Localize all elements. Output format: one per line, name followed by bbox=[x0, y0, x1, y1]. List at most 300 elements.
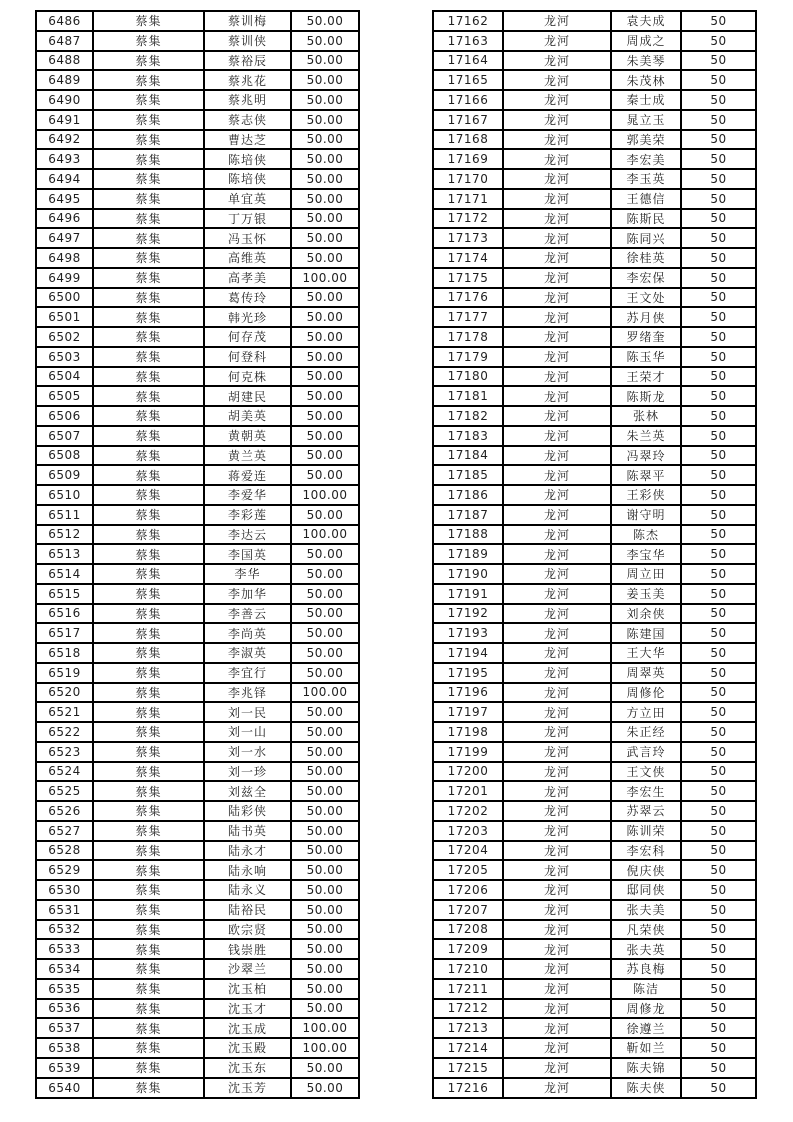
amount-cell: 50.00 bbox=[291, 762, 359, 782]
id-cell: 6536 bbox=[36, 999, 93, 1019]
id-cell: 6490 bbox=[36, 90, 93, 110]
id-cell: 17216 bbox=[433, 1078, 503, 1099]
name-cell: 黄兰英 bbox=[204, 446, 291, 466]
name-cell: 沈玉柏 bbox=[204, 979, 291, 999]
amount-cell: 50 bbox=[681, 465, 756, 485]
name-cell: 刘一民 bbox=[204, 702, 291, 722]
id-cell: 17183 bbox=[433, 426, 503, 446]
id-cell: 17215 bbox=[433, 1058, 503, 1078]
region-cell: 龙河 bbox=[503, 209, 611, 229]
amount-cell: 50 bbox=[681, 1058, 756, 1078]
region-cell: 龙河 bbox=[503, 841, 611, 861]
name-cell: 罗绪奎 bbox=[611, 327, 681, 347]
region-cell: 蔡集 bbox=[93, 544, 204, 564]
table-row bbox=[433, 900, 756, 920]
amount-cell: 50.00 bbox=[291, 386, 359, 406]
region-cell: 蔡集 bbox=[93, 505, 204, 525]
name-cell: 李国英 bbox=[204, 544, 291, 564]
region-cell: 蔡集 bbox=[93, 169, 204, 189]
id-cell: 6530 bbox=[36, 880, 93, 900]
name-cell: 陆永义 bbox=[204, 880, 291, 900]
amount-cell: 50.00 bbox=[291, 426, 359, 446]
table-row bbox=[433, 663, 756, 683]
id-cell: 17185 bbox=[433, 465, 503, 485]
name-cell: 刘一水 bbox=[204, 742, 291, 762]
name-cell: 单宜英 bbox=[204, 189, 291, 209]
region-cell: 龙河 bbox=[503, 781, 611, 801]
table-row bbox=[36, 762, 359, 782]
name-cell: 蒋爱连 bbox=[204, 465, 291, 485]
amount-cell: 50.00 bbox=[291, 880, 359, 900]
amount-cell: 50 bbox=[681, 505, 756, 525]
region-cell: 龙河 bbox=[503, 505, 611, 525]
table-row bbox=[433, 1058, 756, 1078]
amount-cell: 50.00 bbox=[291, 11, 359, 31]
table-row bbox=[433, 801, 756, 821]
table-row bbox=[36, 307, 359, 327]
region-cell: 蔡集 bbox=[93, 663, 204, 683]
amount-cell: 50.00 bbox=[291, 564, 359, 584]
table-row bbox=[433, 169, 756, 189]
table-row bbox=[433, 307, 756, 327]
id-cell: 6522 bbox=[36, 722, 93, 742]
amount-cell: 50.00 bbox=[291, 860, 359, 880]
roster-table-left-body bbox=[36, 11, 359, 1098]
amount-cell: 50.00 bbox=[291, 1078, 359, 1099]
amount-cell: 50 bbox=[681, 426, 756, 446]
id-cell: 17179 bbox=[433, 347, 503, 367]
id-cell: 6521 bbox=[36, 702, 93, 722]
table-row bbox=[36, 228, 359, 248]
amount-cell: 50.00 bbox=[291, 248, 359, 268]
amount-cell: 50 bbox=[681, 900, 756, 920]
name-cell: 周立田 bbox=[611, 564, 681, 584]
name-cell: 钱崇胜 bbox=[204, 939, 291, 959]
amount-cell: 50.00 bbox=[291, 900, 359, 920]
region-cell: 蔡集 bbox=[93, 307, 204, 327]
region-cell: 龙河 bbox=[503, 465, 611, 485]
table-row bbox=[36, 999, 359, 1019]
table-row bbox=[36, 31, 359, 51]
amount-cell: 50.00 bbox=[291, 781, 359, 801]
name-cell: 李淑英 bbox=[204, 643, 291, 663]
amount-cell: 50 bbox=[681, 130, 756, 150]
table-row bbox=[36, 386, 359, 406]
amount-cell: 50 bbox=[681, 920, 756, 940]
region-cell: 龙河 bbox=[503, 485, 611, 505]
region-cell: 龙河 bbox=[503, 406, 611, 426]
amount-cell: 50 bbox=[681, 821, 756, 841]
amount-cell: 50 bbox=[681, 406, 756, 426]
name-cell: 王德信 bbox=[611, 189, 681, 209]
amount-cell: 50 bbox=[681, 702, 756, 722]
id-cell: 6486 bbox=[36, 11, 93, 31]
table-row bbox=[433, 564, 756, 584]
id-cell: 6498 bbox=[36, 248, 93, 268]
id-cell: 17200 bbox=[433, 762, 503, 782]
id-cell: 17184 bbox=[433, 446, 503, 466]
name-cell: 周修伦 bbox=[611, 683, 681, 703]
name-cell: 胡建民 bbox=[204, 386, 291, 406]
id-cell: 17196 bbox=[433, 683, 503, 703]
amount-cell: 50.00 bbox=[291, 801, 359, 821]
table-row bbox=[36, 209, 359, 229]
amount-cell: 50 bbox=[681, 209, 756, 229]
name-cell: 周翠英 bbox=[611, 663, 681, 683]
table-row bbox=[433, 367, 756, 387]
name-cell: 武言玲 bbox=[611, 742, 681, 762]
name-cell: 王大华 bbox=[611, 643, 681, 663]
amount-cell: 50 bbox=[681, 762, 756, 782]
amount-cell: 50 bbox=[681, 288, 756, 308]
id-cell: 6512 bbox=[36, 525, 93, 545]
amount-cell: 50.00 bbox=[291, 149, 359, 169]
amount-cell: 50.00 bbox=[291, 841, 359, 861]
amount-cell: 50.00 bbox=[291, 169, 359, 189]
table-row bbox=[433, 347, 756, 367]
table-row bbox=[36, 584, 359, 604]
region-cell: 蔡集 bbox=[93, 485, 204, 505]
id-cell: 17163 bbox=[433, 31, 503, 51]
amount-cell: 50.00 bbox=[291, 189, 359, 209]
region-cell: 蔡集 bbox=[93, 564, 204, 584]
table-row bbox=[36, 920, 359, 940]
amount-cell: 50 bbox=[681, 268, 756, 288]
id-cell: 6537 bbox=[36, 1018, 93, 1038]
name-cell: 李彩莲 bbox=[204, 505, 291, 525]
table-row bbox=[36, 643, 359, 663]
amount-cell: 100.00 bbox=[291, 1038, 359, 1058]
amount-cell: 50 bbox=[681, 663, 756, 683]
region-cell: 龙河 bbox=[503, 663, 611, 683]
id-cell: 17178 bbox=[433, 327, 503, 347]
table-row bbox=[433, 446, 756, 466]
region-cell: 蔡集 bbox=[93, 51, 204, 71]
amount-cell: 50 bbox=[681, 722, 756, 742]
amount-cell: 100.00 bbox=[291, 683, 359, 703]
region-cell: 蔡集 bbox=[93, 643, 204, 663]
amount-cell: 50 bbox=[681, 939, 756, 959]
id-cell: 17198 bbox=[433, 722, 503, 742]
id-cell: 6488 bbox=[36, 51, 93, 71]
name-cell: 陆永响 bbox=[204, 860, 291, 880]
region-cell: 蔡集 bbox=[93, 959, 204, 979]
name-cell: 王彩侠 bbox=[611, 485, 681, 505]
table-row bbox=[433, 327, 756, 347]
name-cell: 朱茂林 bbox=[611, 70, 681, 90]
region-cell: 龙河 bbox=[503, 51, 611, 71]
region-cell: 龙河 bbox=[503, 11, 611, 31]
table-row bbox=[36, 426, 359, 446]
amount-cell: 50 bbox=[681, 564, 756, 584]
amount-cell: 50 bbox=[681, 604, 756, 624]
amount-cell: 50.00 bbox=[291, 288, 359, 308]
table-row bbox=[433, 643, 756, 663]
table-row bbox=[433, 920, 756, 940]
table-row bbox=[36, 90, 359, 110]
amount-cell: 50 bbox=[681, 999, 756, 1019]
name-cell: 李达云 bbox=[204, 525, 291, 545]
amount-cell: 50 bbox=[681, 228, 756, 248]
amount-cell: 50 bbox=[681, 860, 756, 880]
amount-cell: 50 bbox=[681, 169, 756, 189]
roster-table-right-body bbox=[433, 11, 756, 1098]
region-cell: 蔡集 bbox=[93, 939, 204, 959]
table-row bbox=[36, 663, 359, 683]
id-cell: 17164 bbox=[433, 51, 503, 71]
name-cell: 陈培侠 bbox=[204, 169, 291, 189]
region-cell: 龙河 bbox=[503, 623, 611, 643]
table-row bbox=[433, 248, 756, 268]
id-cell: 17187 bbox=[433, 505, 503, 525]
amount-cell: 50.00 bbox=[291, 347, 359, 367]
amount-cell: 50.00 bbox=[291, 130, 359, 150]
id-cell: 6515 bbox=[36, 584, 93, 604]
table-row bbox=[433, 702, 756, 722]
id-cell: 6523 bbox=[36, 742, 93, 762]
name-cell: 沈玉芳 bbox=[204, 1078, 291, 1099]
id-cell: 6529 bbox=[36, 860, 93, 880]
name-cell: 冯玉怀 bbox=[204, 228, 291, 248]
amount-cell: 50 bbox=[681, 841, 756, 861]
region-cell: 蔡集 bbox=[93, 347, 204, 367]
table-row bbox=[36, 821, 359, 841]
region-cell: 蔡集 bbox=[93, 288, 204, 308]
id-cell: 17170 bbox=[433, 169, 503, 189]
name-cell: 陈训荣 bbox=[611, 821, 681, 841]
name-cell: 李宏科 bbox=[611, 841, 681, 861]
table-row bbox=[433, 821, 756, 841]
amount-cell: 50.00 bbox=[291, 604, 359, 624]
table-row bbox=[36, 841, 359, 861]
region-cell: 龙河 bbox=[503, 446, 611, 466]
table-row bbox=[36, 189, 359, 209]
region-cell: 龙河 bbox=[503, 31, 611, 51]
region-cell: 龙河 bbox=[503, 683, 611, 703]
region-cell: 龙河 bbox=[503, 604, 611, 624]
table-row bbox=[36, 801, 359, 821]
table-row bbox=[36, 722, 359, 742]
amount-cell: 50.00 bbox=[291, 110, 359, 130]
name-cell: 晁立玉 bbox=[611, 110, 681, 130]
table-row bbox=[433, 781, 756, 801]
name-cell: 沈玉才 bbox=[204, 999, 291, 1019]
name-cell: 朱兰英 bbox=[611, 426, 681, 446]
name-cell: 陈洁 bbox=[611, 979, 681, 999]
amount-cell: 50 bbox=[681, 386, 756, 406]
id-cell: 6489 bbox=[36, 70, 93, 90]
id-cell: 17214 bbox=[433, 1038, 503, 1058]
region-cell: 龙河 bbox=[503, 288, 611, 308]
name-cell: 葛传玲 bbox=[204, 288, 291, 308]
region-cell: 蔡集 bbox=[93, 149, 204, 169]
id-cell: 6495 bbox=[36, 189, 93, 209]
name-cell: 蔡兆花 bbox=[204, 70, 291, 90]
table-row bbox=[36, 268, 359, 288]
table-row bbox=[433, 959, 756, 979]
id-cell: 6539 bbox=[36, 1058, 93, 1078]
table-row bbox=[433, 209, 756, 229]
amount-cell: 50.00 bbox=[291, 584, 359, 604]
name-cell: 周修龙 bbox=[611, 999, 681, 1019]
region-cell: 蔡集 bbox=[93, 465, 204, 485]
id-cell: 6534 bbox=[36, 959, 93, 979]
region-cell: 蔡集 bbox=[93, 189, 204, 209]
id-cell: 17203 bbox=[433, 821, 503, 841]
amount-cell: 50 bbox=[681, 584, 756, 604]
amount-cell: 50 bbox=[681, 683, 756, 703]
table-row bbox=[36, 1038, 359, 1058]
name-cell: 李宜行 bbox=[204, 663, 291, 683]
table-row bbox=[433, 406, 756, 426]
table-row bbox=[36, 367, 359, 387]
region-cell: 龙河 bbox=[503, 525, 611, 545]
region-cell: 龙河 bbox=[503, 939, 611, 959]
region-cell: 蔡集 bbox=[93, 702, 204, 722]
name-cell: 丁万银 bbox=[204, 209, 291, 229]
amount-cell: 50 bbox=[681, 347, 756, 367]
name-cell: 周成之 bbox=[611, 31, 681, 51]
table-row bbox=[36, 149, 359, 169]
name-cell: 李尚英 bbox=[204, 623, 291, 643]
amount-cell: 50.00 bbox=[291, 446, 359, 466]
id-cell: 17195 bbox=[433, 663, 503, 683]
region-cell: 龙河 bbox=[503, 900, 611, 920]
amount-cell: 50 bbox=[681, 110, 756, 130]
name-cell: 徐桂英 bbox=[611, 248, 681, 268]
table-row bbox=[36, 248, 359, 268]
table-row bbox=[36, 70, 359, 90]
region-cell: 龙河 bbox=[503, 979, 611, 999]
region-cell: 龙河 bbox=[503, 189, 611, 209]
region-cell: 蔡集 bbox=[93, 1018, 204, 1038]
id-cell: 17167 bbox=[433, 110, 503, 130]
id-cell: 17174 bbox=[433, 248, 503, 268]
id-cell: 17213 bbox=[433, 1018, 503, 1038]
id-cell: 6526 bbox=[36, 801, 93, 821]
amount-cell: 50.00 bbox=[291, 505, 359, 525]
id-cell: 17180 bbox=[433, 367, 503, 387]
amount-cell: 50 bbox=[681, 643, 756, 663]
name-cell: 方立田 bbox=[611, 702, 681, 722]
table-row bbox=[433, 722, 756, 742]
amount-cell: 50.00 bbox=[291, 643, 359, 663]
amount-cell: 50 bbox=[681, 446, 756, 466]
name-cell: 苏月侠 bbox=[611, 307, 681, 327]
table-row bbox=[433, 584, 756, 604]
name-cell: 李玉英 bbox=[611, 169, 681, 189]
table-row bbox=[433, 1078, 756, 1099]
region-cell: 蔡集 bbox=[93, 1058, 204, 1078]
id-cell: 6509 bbox=[36, 465, 93, 485]
amount-cell: 50 bbox=[681, 544, 756, 564]
amount-cell: 50.00 bbox=[291, 939, 359, 959]
region-cell: 龙河 bbox=[503, 70, 611, 90]
amount-cell: 50 bbox=[681, 11, 756, 31]
amount-cell: 100.00 bbox=[291, 1018, 359, 1038]
region-cell: 蔡集 bbox=[93, 683, 204, 703]
amount-cell: 50 bbox=[681, 248, 756, 268]
id-cell: 17188 bbox=[433, 525, 503, 545]
name-cell: 李宏美 bbox=[611, 149, 681, 169]
table-row bbox=[433, 189, 756, 209]
id-cell: 17201 bbox=[433, 781, 503, 801]
name-cell: 沈玉成 bbox=[204, 1018, 291, 1038]
id-cell: 6525 bbox=[36, 781, 93, 801]
name-cell: 朱美琴 bbox=[611, 51, 681, 71]
id-cell: 6531 bbox=[36, 900, 93, 920]
name-cell: 沈玉殿 bbox=[204, 1038, 291, 1058]
name-cell: 陆永才 bbox=[204, 841, 291, 861]
region-cell: 蔡集 bbox=[93, 900, 204, 920]
name-cell: 李宏生 bbox=[611, 781, 681, 801]
amount-cell: 50.00 bbox=[291, 90, 359, 110]
table-row bbox=[433, 999, 756, 1019]
region-cell: 龙河 bbox=[503, 1038, 611, 1058]
table-row bbox=[433, 386, 756, 406]
name-cell: 陈夫侠 bbox=[611, 1078, 681, 1099]
region-cell: 蔡集 bbox=[93, 801, 204, 821]
region-cell: 蔡集 bbox=[93, 920, 204, 940]
id-cell: 17207 bbox=[433, 900, 503, 920]
name-cell: 李宝华 bbox=[611, 544, 681, 564]
table-row bbox=[433, 979, 756, 999]
region-cell: 龙河 bbox=[503, 110, 611, 130]
amount-cell: 50 bbox=[681, 781, 756, 801]
id-cell: 6497 bbox=[36, 228, 93, 248]
id-cell: 6520 bbox=[36, 683, 93, 703]
name-cell: 曹达芝 bbox=[204, 130, 291, 150]
table-row bbox=[36, 130, 359, 150]
amount-cell: 50.00 bbox=[291, 327, 359, 347]
name-cell: 陆裕民 bbox=[204, 900, 291, 920]
id-cell: 6540 bbox=[36, 1078, 93, 1099]
name-cell: 陈翠平 bbox=[611, 465, 681, 485]
amount-cell: 50 bbox=[681, 742, 756, 762]
id-cell: 6533 bbox=[36, 939, 93, 959]
name-cell: 陈夫锦 bbox=[611, 1058, 681, 1078]
name-cell: 李宏保 bbox=[611, 268, 681, 288]
id-cell: 17169 bbox=[433, 149, 503, 169]
id-cell: 6510 bbox=[36, 485, 93, 505]
table-row bbox=[36, 880, 359, 900]
name-cell: 何存茂 bbox=[204, 327, 291, 347]
name-cell: 胡美英 bbox=[204, 406, 291, 426]
id-cell: 6518 bbox=[36, 643, 93, 663]
region-cell: 蔡集 bbox=[93, 821, 204, 841]
name-cell: 王荣才 bbox=[611, 367, 681, 387]
region-cell: 龙河 bbox=[503, 228, 611, 248]
table-row bbox=[433, 525, 756, 545]
name-cell: 蔡训梅 bbox=[204, 11, 291, 31]
table-row bbox=[433, 683, 756, 703]
id-cell: 6535 bbox=[36, 979, 93, 999]
id-cell: 17210 bbox=[433, 959, 503, 979]
name-cell: 沈玉东 bbox=[204, 1058, 291, 1078]
id-cell: 6493 bbox=[36, 149, 93, 169]
table-row bbox=[433, 1018, 756, 1038]
table-row bbox=[36, 406, 359, 426]
table-row bbox=[433, 426, 756, 446]
id-cell: 6516 bbox=[36, 604, 93, 624]
amount-cell: 50.00 bbox=[291, 979, 359, 999]
id-cell: 6491 bbox=[36, 110, 93, 130]
amount-cell: 50.00 bbox=[291, 465, 359, 485]
name-cell: 李加华 bbox=[204, 584, 291, 604]
amount-cell: 50 bbox=[681, 1018, 756, 1038]
name-cell: 凡荣侠 bbox=[611, 920, 681, 940]
id-cell: 17211 bbox=[433, 979, 503, 999]
